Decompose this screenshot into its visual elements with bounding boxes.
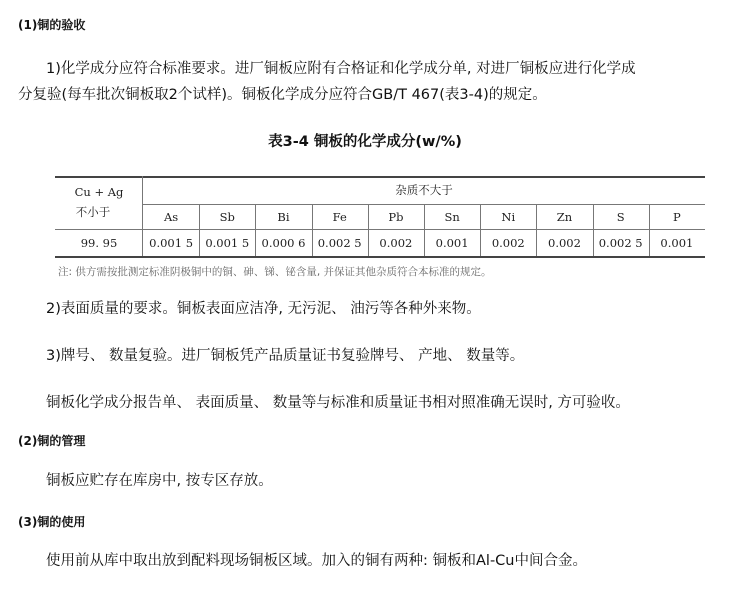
element-header-sb: Sb <box>219 210 235 224</box>
element-header-p: P <box>673 210 681 224</box>
impurity-value-fe: 0.002 5 <box>317 236 362 250</box>
impurity-value-s: 0.002 5 <box>598 236 643 250</box>
heading-acceptance: (1)铜的验收 <box>18 18 86 32</box>
heading-management: (2)铜的管理 <box>18 434 86 448</box>
element-header-fe: Fe <box>332 210 347 224</box>
paragraph-storage: 铜板应贮存在库房中, 按专区存放。 <box>46 473 273 489</box>
impurity-value-sn: 0.001 <box>435 236 469 250</box>
paragraph-report: 铜板化学成分报告单、 表面质量、 数量等与标准和质量证书相对照准确无误时, 方可验收。 <box>46 395 630 411</box>
impurity-value-pb: 0.002 <box>379 236 413 250</box>
cu-header-line2: 不小于 <box>75 205 111 219</box>
cu-header-line1: Cu + Ag <box>74 185 124 199</box>
paragraph-surface: 2)表面质量的要求。铜板表面应洁净, 无污泥、 油污等各种外来物。 <box>46 301 481 317</box>
impurity-value-bi: 0.000 6 <box>261 236 306 250</box>
paragraph-usage: 使用前从库中取出放到配料现场铜板区域。加入的铜有两种: 铜板和Al-Cu中间合金。 <box>46 553 587 569</box>
table-note: 注: 供方需按批测定标准阴极铜中的铜、砷、锑、铋含量, 并保证其他杂质符合本标准的规定。 <box>58 266 492 278</box>
impurity-group-header: 杂质不大于 <box>395 183 453 197</box>
table-caption: 表3-4 铜板的化学成分(w/%) <box>268 134 462 150</box>
heading-usage: (3)铜的使用 <box>18 515 86 529</box>
element-header-as: As <box>163 210 179 224</box>
impurity-value-sb: 0.001 5 <box>205 236 250 250</box>
element-header-zn: Zn <box>556 210 573 224</box>
element-header-ni: Ni <box>501 210 516 224</box>
paragraph-chemical-line2: 分复验(每车批次铜板取2个试样)。铜板化学成分应符合GB/T 467(表3-4)的规定。 <box>18 87 547 103</box>
element-header-s: S <box>616 210 625 224</box>
impurity-value-ni: 0.002 <box>491 236 525 250</box>
impurity-value-zn: 0.002 <box>548 236 581 250</box>
paragraph-chemical-line1: 1)化学成分应符合标准要求。进厂铜板应附有合格证和化学成分单, 对进厂铜板应进行化学成 <box>46 61 636 77</box>
element-header-sn: Sn <box>444 210 460 224</box>
impurity-value-p: 0.001 <box>660 236 694 250</box>
paragraph-grade: 3)牌号、 数量复验。进厂铜板凭产品质量证书复验牌号、 产地、 数量等。 <box>46 348 525 364</box>
element-header-pb: Pb <box>388 210 404 224</box>
composition-table <box>55 176 705 258</box>
element-header-bi: Bi <box>277 210 290 224</box>
cu-value: 99. 95 <box>80 236 118 250</box>
impurity-value-as: 0.001 5 <box>149 236 194 250</box>
table-bottom-rule <box>55 256 705 258</box>
